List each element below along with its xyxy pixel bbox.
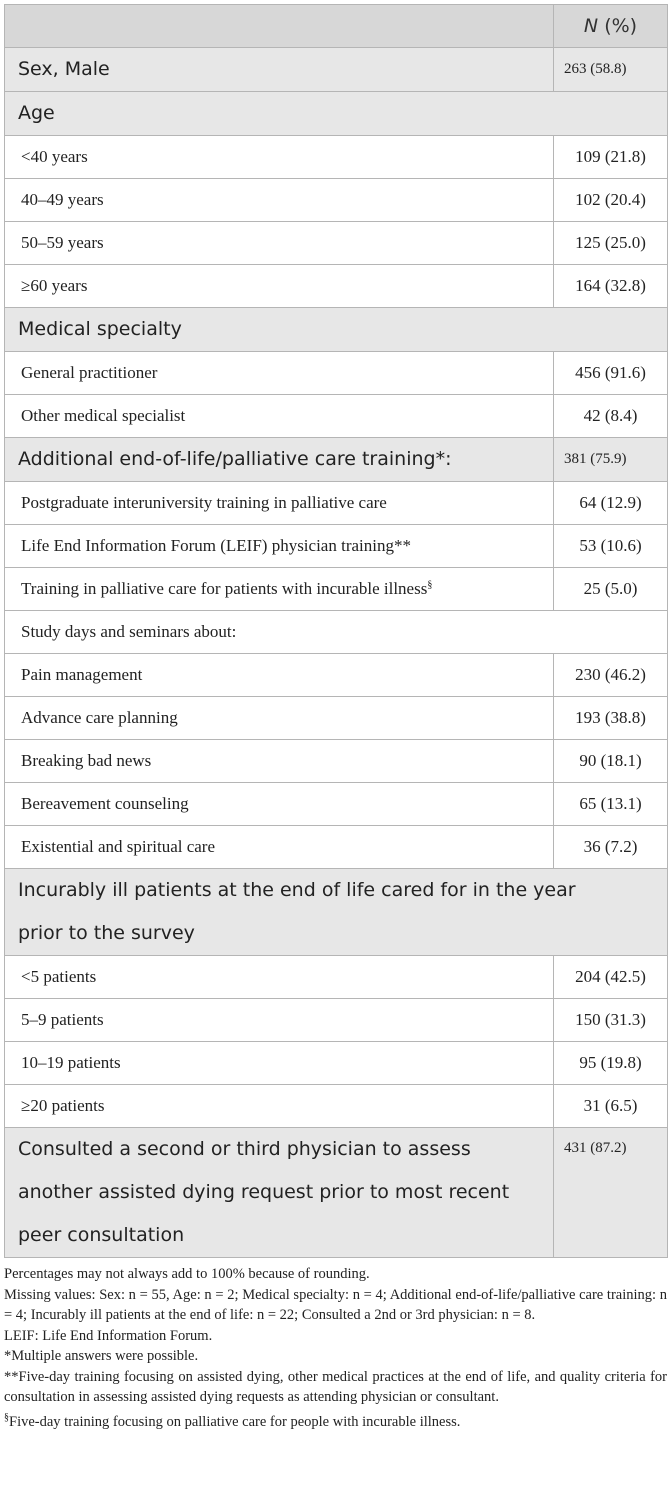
section-row-training [5,438,668,482]
table-row [5,179,668,222]
row-label: Advance care planning [5,697,554,740]
section-label-line: another assisted dying request prior to most recent [18,1181,510,1203]
header-pct-label: (%) [604,15,638,37]
row-label: ≥20 patients [5,1085,554,1128]
row-value: 164 (32.8) [554,265,668,308]
row-value: 42 (8.4) [554,395,668,438]
table-row [5,525,668,568]
row-value: 53 (10.6) [554,525,668,568]
table-header-row [5,5,668,48]
row-label: General practitioner [5,352,554,395]
section-label-line: Incurably ill patients at the end of life cared for in the year [18,879,576,901]
row-label-with-sup [5,568,554,611]
section-value: 263 (58.8) [554,48,668,92]
row-label: Existential and spiritual care [5,826,554,869]
section-label-line: prior to the survey [18,922,195,944]
row-label: Pain management [5,654,554,697]
row-label: <40 years [5,136,554,179]
row-value: 109 (21.8) [554,136,668,179]
row-value: 456 (91.6) [554,352,668,395]
row-value: 65 (13.1) [554,783,668,826]
footnote-section-mark: § [4,1411,9,1423]
row-value: 230 (46.2) [554,654,668,697]
footnote-leif: LEIF: Life End Information Forum. [4,1327,213,1344]
row-label: Life End Information Forum (LEIF) physician training** [5,525,554,568]
table-row [5,999,668,1042]
row-label: Bereavement counseling [5,783,554,826]
header-n-label: N [583,15,599,37]
row-label: 40–49 years [5,179,554,222]
table-row [5,697,668,740]
table-row [5,1085,668,1128]
row-label: Postgraduate interuniversity training in palliative care [5,482,554,525]
table-row [5,783,668,826]
footnote-section-text: Five-day training focusing on palliative care for people with incurable illness. [9,1413,461,1430]
footnote-double-star: **Five-day training focusing on assisted dying, other medical practices at the end of life, and quality criteria for consultation in assessing assisted dying requests as attending physician or consultant. [4,1368,667,1405]
row-value: 36 (7.2) [554,826,668,869]
demographics-table [4,4,668,1258]
table-row [5,740,668,783]
row-value: 95 (19.8) [554,1042,668,1085]
demographics-table-container [4,4,667,1432]
row-label: 50–59 years [5,222,554,265]
row-value: 150 (31.3) [554,999,668,1042]
row-value: 125 (25.0) [554,222,668,265]
table-row [5,482,668,525]
section-label: Age [5,92,668,136]
footnote-missing: Missing values: Sex: n = 55, Age: n = 2; Medical specialty: n = 4; Additional end-of-life/palliative care training: n = 4; Incurably ill patients at the end of life: n = 22; Consulted a 2nd or 3rd physician: n = 8. [4,1286,667,1323]
section-label: Sex, Male [5,48,554,92]
row-value: 193 (38.8) [554,697,668,740]
row-value: 25 (5.0) [554,568,668,611]
section-label-multiline [5,869,668,956]
section-value: 381 (75.9) [554,438,668,482]
table-row [5,395,668,438]
section-row-consulted [5,1128,668,1258]
table-row-study-days [5,611,668,654]
section-label: Medical specialty [5,308,668,352]
table-row [5,352,668,395]
row-value: 64 (12.9) [554,482,668,525]
row-label: 10–19 patients [5,1042,554,1085]
table-row [5,265,668,308]
row-label: 5–9 patients [5,999,554,1042]
row-value: 102 (20.4) [554,179,668,222]
header-empty-cell [5,5,554,48]
row-value: 204 (42.5) [554,956,668,999]
table-row [5,956,668,999]
section-label-line: peer consultation [18,1224,185,1246]
table-row [5,136,668,179]
table-row [5,1042,668,1085]
row-label: Other medical specialist [5,395,554,438]
row-label: ≥60 years [5,265,554,308]
section-label-line: Consulted a second or third physician to assess [18,1138,471,1160]
footnote-section [4,1408,667,1432]
table-row [5,654,668,697]
section-footnote-mark: § [427,579,433,591]
row-label: <5 patients [5,956,554,999]
row-label: Training in palliative care for patients with incurable illness [21,579,428,598]
row-label: Breaking bad news [5,740,554,783]
table-row [5,826,668,869]
section-label-multiline [5,1128,554,1258]
row-value: 31 (6.5) [554,1085,668,1128]
section-value: 431 (87.2) [554,1128,668,1258]
section-row-age [5,92,668,136]
row-label: Study days and seminars about: [5,611,668,654]
table-row [5,222,668,265]
table-row [5,568,668,611]
table-footnotes [4,1264,667,1432]
section-row-specialty [5,308,668,352]
row-value: 90 (18.1) [554,740,668,783]
section-row-sex [5,48,668,92]
header-n-percent [554,5,668,48]
section-label: Additional end-of-life/palliative care training*: [5,438,554,482]
section-row-patients [5,869,668,956]
footnote-star: *Multiple answers were possible. [4,1348,199,1364]
footnote-rounding: Percentages may not always add to 100% because of rounding. [4,1266,370,1282]
